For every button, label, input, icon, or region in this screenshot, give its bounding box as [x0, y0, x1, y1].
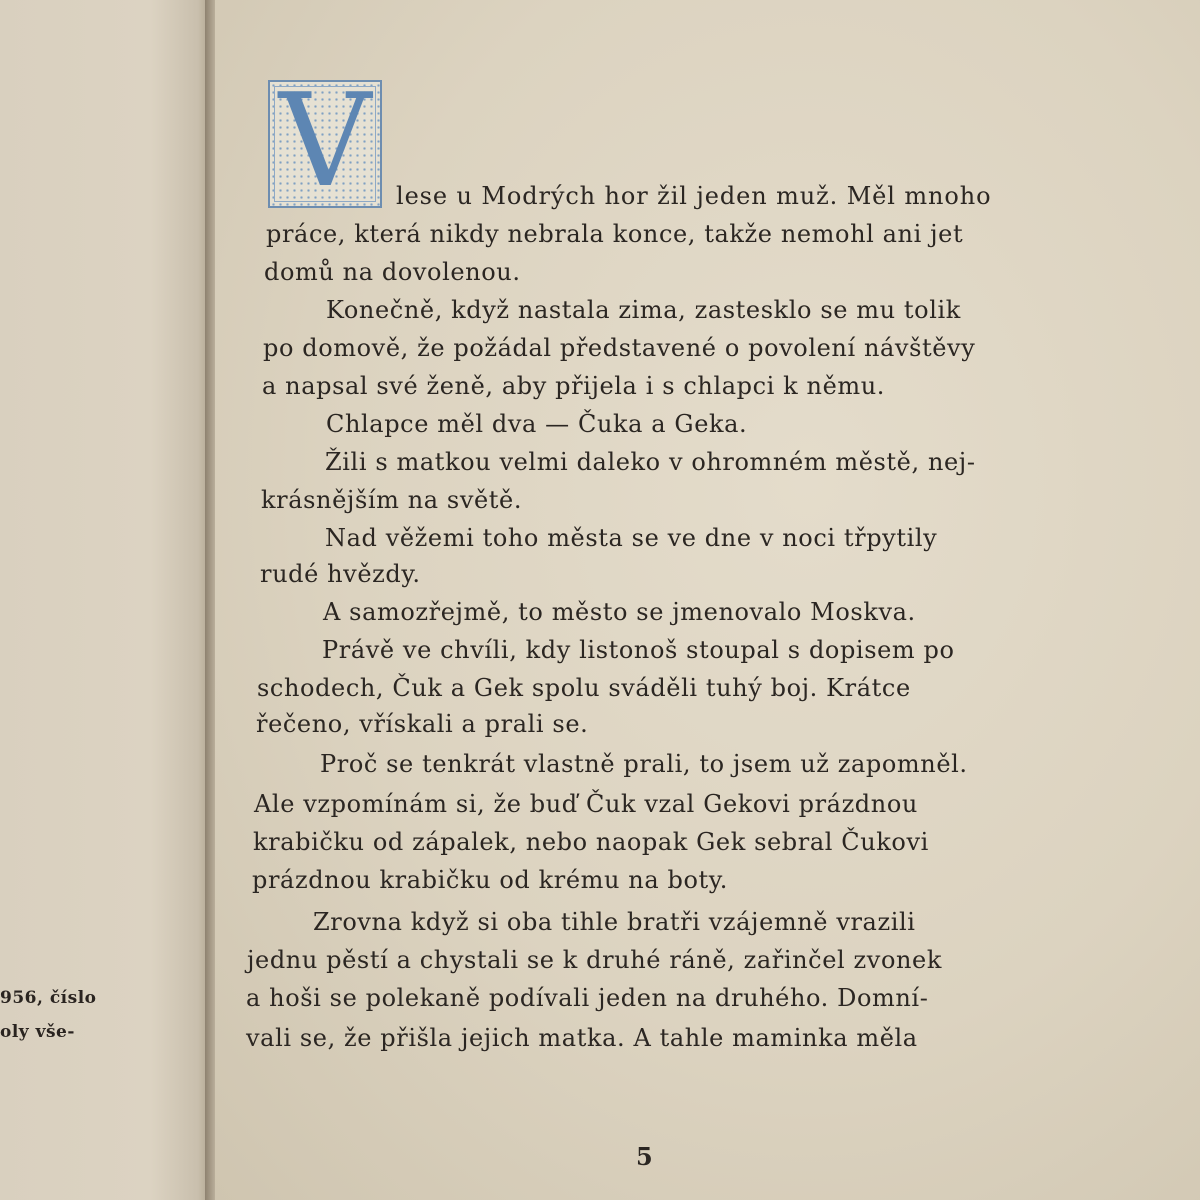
text-line: jednu pěstí a chystali se k druhé ráně, zařinčel zvonek [247, 946, 942, 974]
text-line: A samozřejmě, to město se jmenovalo Moskva. [323, 598, 916, 626]
text-line: Chlapce měl dva — Čuka a Geka. [326, 410, 748, 438]
text-line: domů na dovolenou. [264, 258, 521, 286]
drop-cap-letter: V [278, 67, 372, 216]
drop-cap [268, 67, 382, 216]
text-line: práce, která nikdy nebrala konce, takže nemohl ani jet [266, 220, 964, 248]
left-page [0, 0, 215, 1200]
text-line: Nad věžemi toho města se ve dne v noci třpytily [325, 524, 938, 552]
left-page-fragment: oly vše- [0, 1022, 75, 1042]
text-line: krabičku od zápalek, nebo naopak Gek sebral Čukovi [253, 828, 929, 856]
text-line: lese u Modrých hor žil jeden muž. Měl mnoho [396, 182, 992, 210]
text-line: Právě ve chvíli, kdy listonoš stoupal s dopisem po [322, 636, 955, 664]
page-number: 5 [636, 1142, 653, 1171]
text-line: schodech, Čuk a Gek spolu sváděli tuhý boj. Krátce [257, 674, 911, 702]
text-line: Zrovna když si oba tihle bratři vzájemně vrazili [313, 908, 916, 936]
text-line: po domově, že požádal představené o povolení návštěvy [263, 334, 976, 362]
text-line: Proč se tenkrát vlastně prali, to jsem už zapomněl. [320, 750, 968, 778]
text-line: Žili s matkou velmi daleko v ohromném městě, nej- [325, 448, 976, 476]
text-line: krásnějším na světě. [261, 486, 523, 514]
text-line: a napsal své ženě, aby přijela i s chlapci k němu. [262, 372, 886, 400]
text-line: a hoši se polekaně podívali jeden na druhého. Domní- [246, 984, 929, 1012]
text-line: vali se, že přišla jejich matka. A tahle maminka měla [246, 1024, 918, 1052]
left-page-fragment: 956, číslo [0, 988, 97, 1008]
text-line: Konečně, když nastala zima, zastesklo se mu tolik [326, 296, 961, 324]
text-line: rudé hvězdy. [260, 560, 421, 588]
text-line: řečeno, vřískali a prali se. [256, 710, 589, 738]
text-line: Ale vzpomínám si, že buď Čuk vzal Gekovi prázdnou [254, 790, 918, 818]
text-line: prázdnou krabičku od krému na boty. [252, 866, 728, 894]
